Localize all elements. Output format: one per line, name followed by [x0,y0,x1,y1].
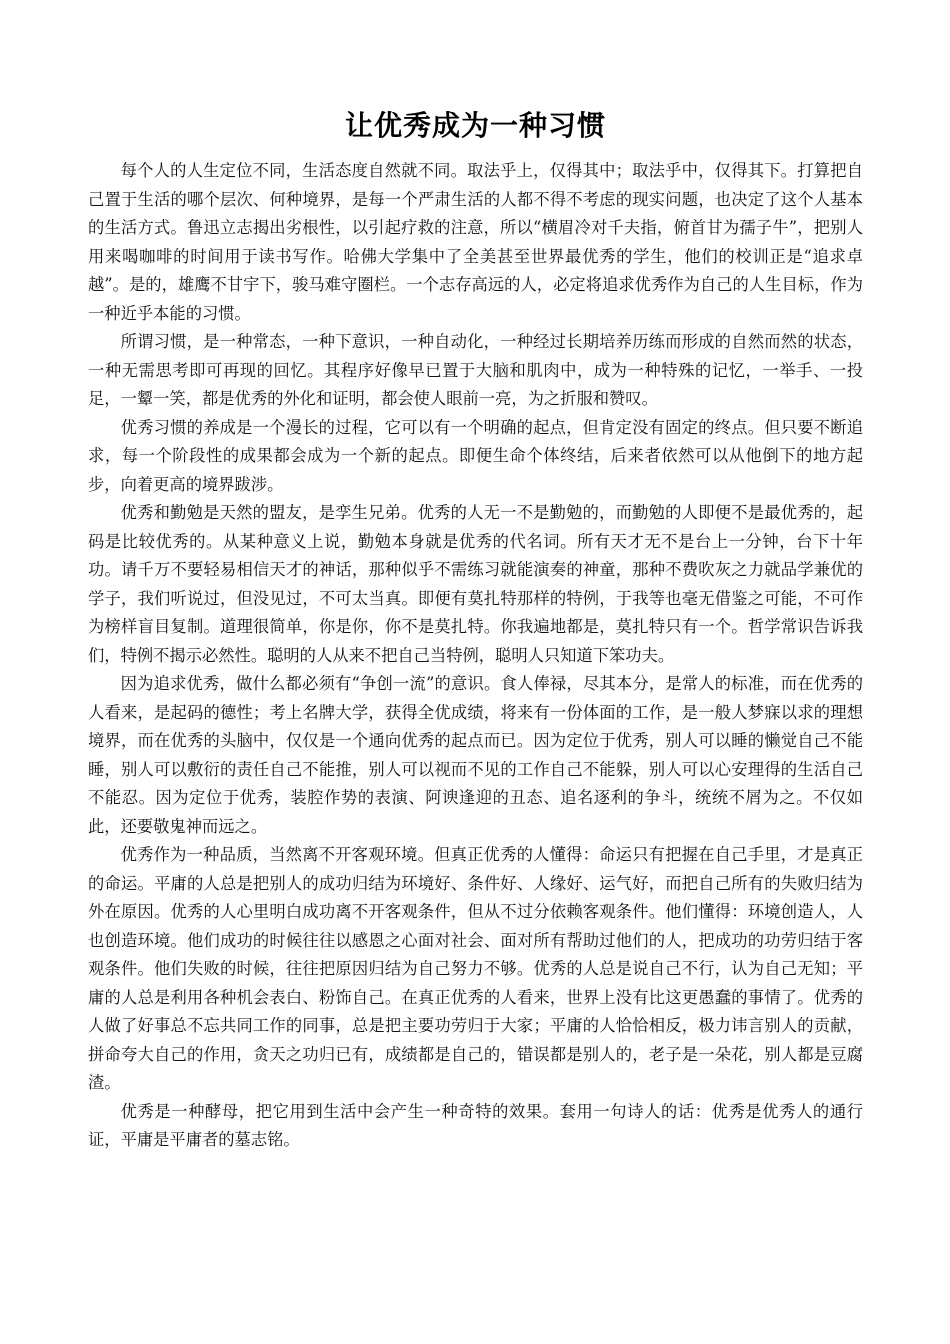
paragraph-4: 优秀和勤勉是天然的盟友，是孪生兄弟。优秀的人无一不是勤勉的，而勤勉的人即便不是最优秀的，起码是比较优秀的。从某种意义上说，勤勉本身就是优秀的代名词。所有天才无不是台上一分钟，台下十年功。请千万不要轻易相信天才的神话，那种似乎不需练习就能演奏的神童，那种不费吹灰之力就品学兼优的学子，我们听说过，但没见过，不可太当真。即便有莫扎特那样的特例，于我等也毫无借鉴之可能，不可作为榜样盲目复制。道理很简单，你是你，你不是莫扎特。你我遍地都是，莫扎特只有一个。哲学常识告诉我们，特例不揭示必然性。聪明的人从来不把自己当特例，聪明人只知道下笨功夫。 [88,503,863,665]
paragraph-7: 优秀是一种酵母，把它用到生活中会产生一种奇特的效果。套用一句诗人的话：优秀是优秀人的通行证，平庸是平庸者的墓志铭。 [88,1101,863,1149]
paragraph-6: 优秀作为一种品质，当然离不开客观环境。但真正优秀的人懂得：命运只有把握在自己手里，才是真正的命运。平庸的人总是把别人的成功归结为环境好、条件好、人缘好、运气好，而把自己所有的失败归结为外在原因。优秀的人心里明白成功离不开客观条件，但从不过分依赖客观条件。他们懂得：环境创造人，人也创造环境。他们成功的时候往往以感恩之心面对社会、面对所有帮助过他们的人，把成功的功劳归结于客观条件。他们失败的时候，往往把原因归结为自己努力不够。优秀的人总是说自己不行，认为自己无知；平庸的人总是利用各种机会表白、粉饰自己。在真正优秀的人看来，世界上没有比这更愚蠢的事情了。优秀的人做了好事总不忘共同工作的同事，总是把主要功劳归于大家；平庸的人恰恰相反，极力讳言别人的贡献，拼命夸大自己的作用，贪天之功归已有，成绩都是自己的，错误都是别人的，老子是一朵花，别人都是豆腐渣。 [88,845,863,1092]
paragraph-2: 所谓习惯，是一种常态，一种下意识，一种自动化，一种经过长期培养历练而形成的自然而然的状态，一种无需思考即可再现的回忆。其程序好像早已置于大脑和肌肉中，成为一种特殊的记忆，一举手、一投足，一颦一笑，都是优秀的外化和证明，都会使人眼前一亮，为之折服和赞叹。 [88,332,863,408]
document-page [88,0,863,1155]
document-title: 让优秀成为一种习惯 [344,109,606,142]
paragraph-3: 优秀习惯的养成是一个漫长的过程，它可以有一个明确的起点，但肯定没有固定的终点。但只要不断追求，每一个阶段性的成果都会成为一个新的起点。即便生命个体终结，后来者依然可以从他倒下的地方起步，向着更高的境界跋涉。 [88,417,863,494]
document-body [88,157,863,1155]
paragraph-1: 每个人的人生定位不同，生活态度自然就不同。取法乎上，仅得其中；取法乎中，仅得其下。打算把自己置于生活的哪个层次、何种境界，是每一个严肃生活的人都不得不考虑的现实问题，也决定了这个人基本的生活方式。鲁迅立志揭出劣根性，以引起疗救的注意，所以“横眉冷对千夫指，俯首甘为孺子牛”，把别人用来喝咖啡的时间用于读书写作。哈佛大学集中了全美甚至世界最优秀的学生，他们的校训正是“追求卓越”。是的，雄鹰不甘宇下，骏马难守圈栏。一个志存高远的人，必定将追求优秀作为自己的人生目标，作为一种近乎本能的习惯。 [88,161,863,323]
paragraph-5: 因为追求优秀，做什么都必须有“争创一流”的意识。食人俸禄，尽其本分，是常人的标准，而在优秀的人看来，是起码的德性；考上名牌大学，获得全优成绩，将来有一份体面的工作，是一般人梦寐以求的理想境界，而在优秀的头脑中，仅仅是一个通向优秀的起点而已。因为定位于优秀，别人可以睡的懒觉自己不能睡，别人可以敷衍的责任自己不能推，别人可以视而不见的工作自己不能躲，别人可以心安理得的生活自己不能忍。因为定位于优秀，装腔作势的表演、阿谀逢迎的丑态、追名逐利的争斗，统统不屑为之。不仅如此，还要敬鬼神而远之。 [88,674,863,836]
